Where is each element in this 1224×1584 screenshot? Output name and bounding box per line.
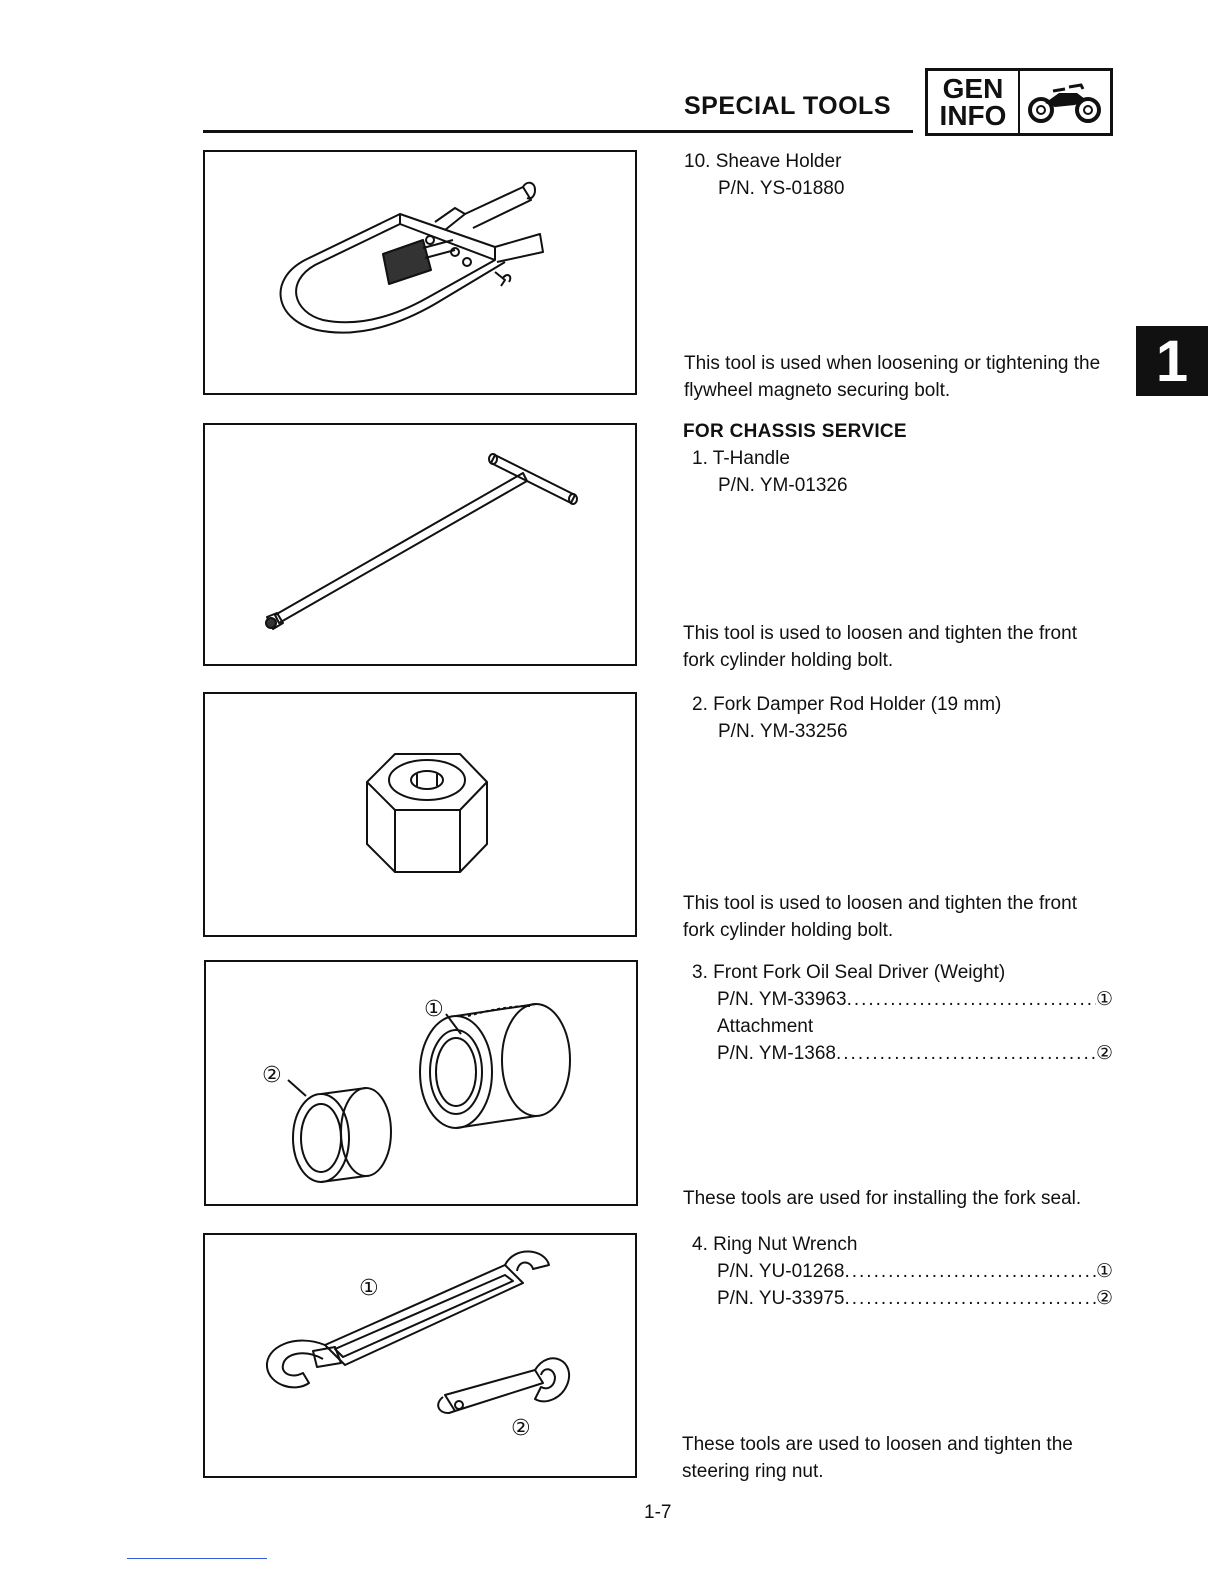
- item-pn: P/N. YS-01880: [718, 178, 845, 199]
- ring-nut-wrench-drawing: [205, 1235, 639, 1480]
- header-rule: [203, 130, 913, 133]
- item-fork-damper-rod-holder: [692, 691, 1001, 718]
- figure-oil-seal-driver: [204, 960, 638, 1206]
- item-name: Sheave Holder: [715, 151, 842, 172]
- item-name: T-Handle: [712, 448, 790, 469]
- page-title: SPECIAL TOOLS: [684, 92, 892, 120]
- ref-number: ②: [1095, 1288, 1113, 1309]
- item-desc-line1: These tools are used to loosen and tighten the: [682, 1434, 1073, 1455]
- ref-number: ①: [1095, 1261, 1113, 1282]
- part-number: P/N. YM-33963: [717, 989, 847, 1010]
- figure-sheave-holder: [203, 150, 637, 395]
- item-t-handle: [692, 445, 790, 472]
- figure-t-handle: [203, 423, 637, 666]
- item-desc-line2: flywheel magneto securing bolt.: [684, 380, 951, 401]
- figure-ring-nut-wrench: [203, 1233, 637, 1478]
- part-number: P/N. YU-33975: [717, 1288, 845, 1309]
- figure-fork-damper-rod-holder: [203, 692, 637, 937]
- part-number-row: [717, 1285, 1113, 1312]
- info-label: INFO: [939, 100, 1007, 131]
- chapter-tab: 1: [1136, 326, 1208, 396]
- callout-1: ①: [424, 996, 444, 1021]
- t-handle-drawing: [205, 425, 639, 668]
- ref-number: ②: [1095, 1043, 1113, 1064]
- item-pn: P/N. YM-33256: [718, 721, 848, 742]
- part-number-row: [717, 1040, 1113, 1067]
- part-number-row: [717, 1258, 1113, 1285]
- item-ring-nut-wrench: [692, 1231, 857, 1258]
- item-number: 4.: [692, 1234, 708, 1255]
- part-number: P/N. YM-1368: [717, 1043, 836, 1064]
- motorcycle-icon: [1020, 71, 1110, 133]
- part-number-row: [717, 986, 1113, 1013]
- item-pn: P/N. YM-01326: [718, 475, 848, 496]
- ref-number: ①: [1095, 989, 1113, 1010]
- item-number: 1.: [692, 448, 708, 469]
- item-sheave-holder: [684, 148, 841, 175]
- item-desc-line1: This tool is used to loosen and tighten the front: [683, 623, 1077, 644]
- item-desc-line1: This tool is used when loosening or tightening the: [684, 353, 1101, 374]
- callout-2: ②: [511, 1415, 531, 1440]
- hex-holder-drawing: [205, 694, 639, 939]
- item-name: Fork Damper Rod Holder (19 mm): [713, 694, 1002, 715]
- footer-rule: [127, 1558, 267, 1559]
- section-heading: FOR CHASSIS SERVICE: [683, 421, 907, 442]
- gen-label: GEN: [942, 73, 1004, 104]
- page-number: 1-7: [644, 1502, 672, 1523]
- item-desc-line2: steering ring nut.: [682, 1461, 824, 1482]
- sheave-holder-drawing: [205, 152, 639, 397]
- item-desc-line2: fork cylinder holding bolt.: [683, 920, 894, 941]
- gen-info-badge: [925, 68, 1113, 136]
- item-number: 2.: [692, 694, 708, 715]
- callout-2: ②: [262, 1062, 282, 1087]
- gen-info-label: [928, 71, 1020, 133]
- item-oil-seal-driver: [692, 959, 1005, 986]
- item-number: 3.: [692, 962, 708, 983]
- item-number: 10.: [684, 151, 711, 172]
- item-desc-line1: This tool is used to loosen and tighten the front: [683, 893, 1077, 914]
- callout-1: ①: [359, 1275, 379, 1300]
- item-name: Front Fork Oil Seal Driver (Weight): [713, 962, 1006, 983]
- item-name: Ring Nut Wrench: [713, 1234, 858, 1255]
- item-desc-line2: fork cylinder holding bolt.: [683, 650, 894, 671]
- attachment-label: Attachment: [717, 1016, 814, 1037]
- part-number: P/N. YU-01268: [717, 1261, 845, 1282]
- item-desc-line1: These tools are used for installing the fork seal.: [683, 1188, 1082, 1209]
